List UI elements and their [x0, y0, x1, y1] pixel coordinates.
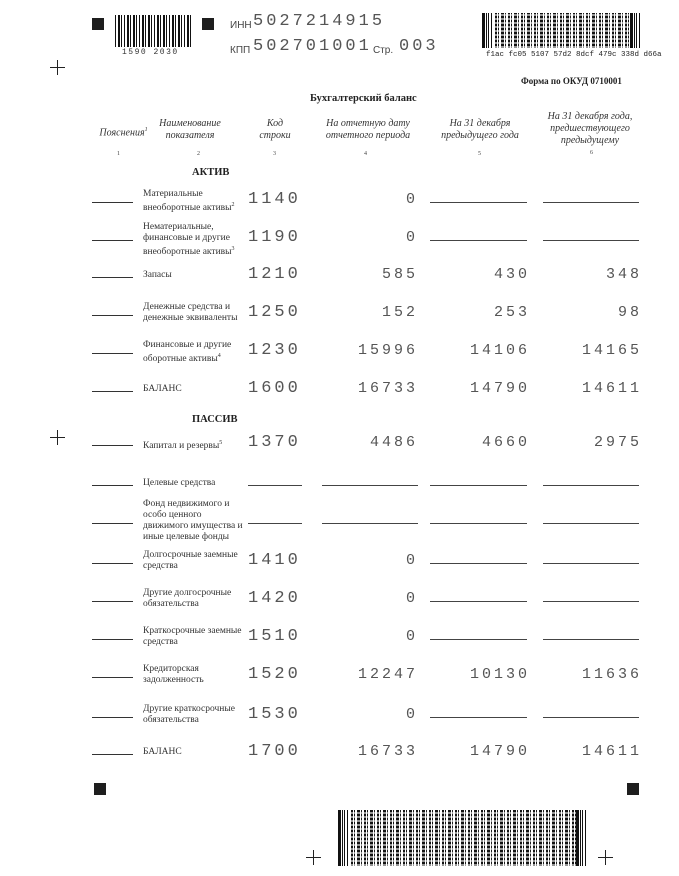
- explanation-blank: [92, 563, 133, 564]
- column-number: 6: [590, 150, 593, 156]
- value-prev: 10130: [469, 666, 530, 683]
- line-code: 1140: [248, 190, 301, 209]
- column-header-code: Код строки: [259, 118, 291, 141]
- kpp-value: 502701001: [253, 37, 372, 56]
- indicator-name: Материальные внеоборотные активы$^2$: [143, 189, 235, 214]
- crosshair-mark: [50, 430, 65, 445]
- section-assets: АКТИВ: [192, 167, 230, 178]
- crosshair-mark: [598, 850, 613, 865]
- inn-value: 5027214915: [253, 12, 386, 31]
- value-prev2: 98: [617, 304, 642, 321]
- value-prev-blank: [430, 240, 527, 241]
- indicator-name: Другие краткосрочные обязательства: [143, 704, 235, 725]
- explanation-blank: [92, 391, 133, 392]
- line-code: 1410: [248, 551, 301, 570]
- explanation-blank: [92, 717, 133, 718]
- value-current: 4486: [369, 434, 418, 451]
- pdf417-barcode-top: [482, 13, 642, 48]
- value-current: 0: [405, 552, 418, 569]
- hash-text: f1ac fc05 5107 57d2 8dcf 479c 338d d66a: [486, 51, 662, 59]
- value-current: 12247: [357, 666, 418, 683]
- explanation-blank: [92, 677, 133, 678]
- indicator-name: Капитал и резервы$^5$: [143, 440, 223, 452]
- line-code: 1210: [248, 265, 301, 284]
- registration-mark: [94, 783, 106, 795]
- indicator-name: Денежные средства и денежные эквиваленты: [143, 302, 238, 323]
- crosshair-mark: [50, 60, 65, 75]
- explanation-blank: [92, 523, 133, 524]
- column-header-indicator: Наименование показателя: [159, 118, 221, 141]
- registration-mark: [92, 18, 104, 30]
- line-code: 1700: [248, 742, 301, 761]
- line-code: 1600: [248, 379, 301, 398]
- indicator-name: Нематериальные, финансовые и другие внеоборотные активы$^3$: [143, 222, 235, 258]
- indicator-name: Финансовые и другие оборотные активы$^4$: [143, 340, 232, 365]
- column-header-explanations: Пояснения$^1$: [99, 127, 148, 139]
- value-current: 152: [381, 304, 418, 321]
- indicator-name: БАЛАНС: [143, 747, 182, 757]
- value-current: 0: [405, 706, 418, 723]
- value-prev: 4660: [481, 434, 530, 451]
- line-code: 1190: [248, 228, 301, 247]
- linear-barcode: [115, 15, 193, 47]
- value-prev-blank: [430, 485, 527, 486]
- column-number: 5: [478, 151, 481, 157]
- value-prev-blank: [430, 639, 527, 640]
- value-prev: 14790: [469, 743, 530, 760]
- value-prev: 14790: [469, 380, 530, 397]
- line-code: 1250: [248, 303, 301, 322]
- column-number: 2: [197, 151, 200, 157]
- line-code: 1510: [248, 627, 301, 646]
- value-current: 0: [405, 628, 418, 645]
- registration-mark: [627, 783, 639, 795]
- explanation-blank: [92, 754, 133, 755]
- value-prev-blank: [430, 523, 527, 524]
- indicator-name: Запасы: [143, 270, 172, 280]
- explanation-blank: [92, 353, 133, 354]
- explanation-blank: [92, 445, 133, 446]
- pdf417-barcode-bottom: [338, 810, 588, 866]
- value-prev2-blank: [543, 639, 639, 640]
- registration-mark: [202, 18, 214, 30]
- line-code: 1420: [248, 589, 301, 608]
- value-prev2-blank: [543, 717, 639, 718]
- value-current: 16733: [357, 743, 418, 760]
- value-prev2: 348: [605, 266, 642, 283]
- line-code: 1530: [248, 705, 301, 724]
- document-title: Бухгалтерский баланс: [310, 93, 417, 104]
- value-prev-blank: [430, 202, 527, 203]
- explanation-blank: [92, 601, 133, 602]
- value-prev-blank: [430, 563, 527, 564]
- value-current-blank: [322, 485, 418, 486]
- indicator-name: Другие долгосрочные обязательства: [143, 588, 232, 609]
- line-code: 1230: [248, 341, 301, 360]
- explanation-blank: [92, 315, 133, 316]
- indicator-name: Целевые средства: [143, 478, 216, 488]
- value-prev: 14106: [469, 342, 530, 359]
- value-current: 0: [405, 191, 418, 208]
- column-header-current: На отчетную дату отчетного периода: [325, 118, 411, 141]
- value-prev2-blank: [543, 240, 639, 241]
- indicator-name: Кредиторская задолженность: [143, 664, 204, 685]
- column-number: 4: [364, 151, 367, 157]
- value-current: 0: [405, 590, 418, 607]
- explanation-blank: [92, 202, 133, 203]
- value-current: 16733: [357, 380, 418, 397]
- value-current: 15996: [357, 342, 418, 359]
- form-code: Форма по ОКУД 0710001: [521, 76, 622, 86]
- value-current-blank: [322, 523, 418, 524]
- value-prev: 430: [493, 266, 530, 283]
- value-prev2-blank: [543, 485, 639, 486]
- column-number: 1: [117, 151, 120, 157]
- line-code-blank: [248, 523, 302, 524]
- column-number: 3: [273, 151, 276, 157]
- value-prev2: 11636: [581, 666, 642, 683]
- value-prev: 253: [493, 304, 530, 321]
- value-prev2: 14611: [581, 380, 642, 397]
- value-prev-blank: [430, 717, 527, 718]
- page-number: 003: [399, 37, 439, 56]
- value-prev2-blank: [543, 601, 639, 602]
- line-code: 1370: [248, 433, 301, 452]
- indicator-name: Фонд недвижимого и особо ценного движимого имущества и иные целевые фонды: [143, 499, 243, 542]
- column-header-prev-year: На 31 декабря предыдущего года: [441, 118, 519, 141]
- indicator-name: Краткосрочные заемные средства: [143, 626, 242, 647]
- value-current: 0: [405, 229, 418, 246]
- value-prev2-blank: [543, 563, 639, 564]
- section-liabilities: ПАССИВ: [192, 414, 238, 425]
- kpp-label: КПП: [230, 45, 251, 56]
- value-prev2-blank: [543, 202, 639, 203]
- value-prev2: 14611: [581, 743, 642, 760]
- value-prev-blank: [430, 601, 527, 602]
- indicator-name: Долгосрочные заемные средства: [143, 550, 238, 571]
- page-label: Стр.: [373, 45, 394, 56]
- value-prev2: 14165: [581, 342, 642, 359]
- crosshair-mark: [306, 850, 321, 865]
- explanation-blank: [92, 639, 133, 640]
- inn-label: ИНН: [230, 20, 252, 31]
- explanation-blank: [92, 277, 133, 278]
- explanation-blank: [92, 240, 133, 241]
- value-prev2: 2975: [593, 434, 642, 451]
- line-code: 1520: [248, 665, 301, 684]
- barcode-number: 1590 2030: [122, 48, 179, 57]
- explanation-blank: [92, 485, 133, 486]
- column-header-prev2-year: На 31 декабря года, предшествующего предыдущему: [547, 111, 633, 146]
- indicator-name: БАЛАНС: [143, 384, 182, 394]
- value-prev2-blank: [543, 523, 639, 524]
- line-code-blank: [248, 485, 302, 486]
- value-current: 585: [381, 266, 418, 283]
